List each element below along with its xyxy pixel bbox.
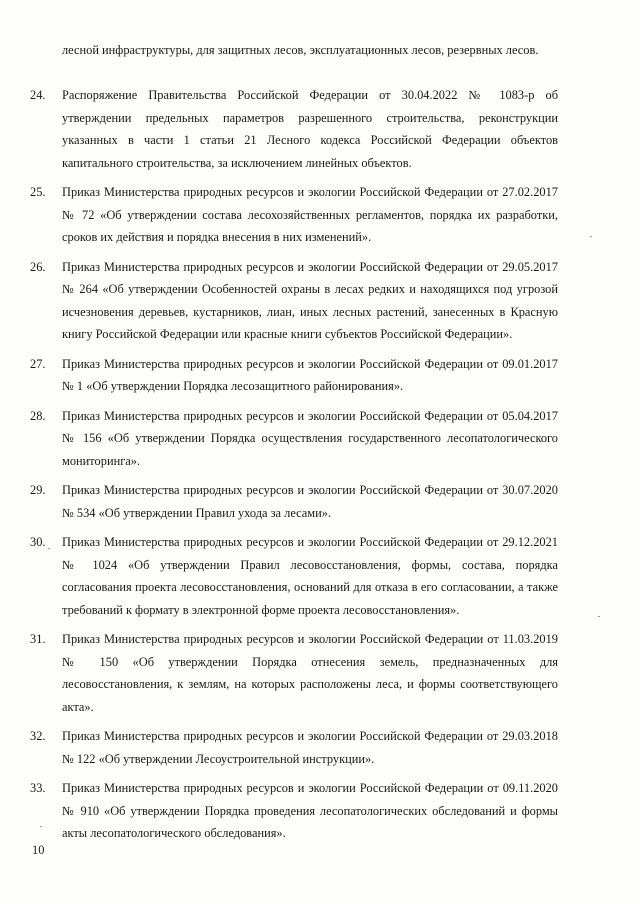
- list-item-number: 29.: [30, 483, 46, 497]
- list-item: [30, 84, 558, 174]
- list-item-text: Приказ Министерства природных ресурсов и экологии Российской Федерации от 29.05.2017 № 264 «Об утверждении Особенностей охраны в лесах редких и находящихся под угрозой исчезновения деревьев, кустарников, лиан, иных лесных растений, занесенных в Красную книгу Российской Федерации или красные книги субъектов Российской Федерации».: [62, 259, 558, 341]
- list-item-text: Приказ Министерства природных ресурсов и экологии Российской Федерации от 30.07.2020 № 534 «Об утверждении Правил ухода за лесами».: [62, 483, 558, 520]
- scan-speck: [590, 236, 592, 237]
- list-item-text: Приказ Министерства природных ресурсов и экологии Российской Федерации от 09.11.2020 № 910 «Об утверждении Порядка проведения лесопатологических обследований и формы акты лесопатологического обследования».: [62, 781, 558, 840]
- list-item-text: Распоряжение Правительства Российской Федерации от 30.04.2022 № 1083-р об утверждении предельных параметров разрешенного строительства, реконструкции указанных в части 1 статьи 21 Лесного кодекса Российской Федерации объектов капитального строительства, за исключением линейных объектов.: [62, 88, 558, 170]
- list-item-number: 28.: [30, 408, 46, 423]
- list-item: [30, 256, 558, 346]
- list-item-number: 31.: [30, 632, 46, 646]
- list-item: [30, 479, 558, 524]
- list-item-number: 33.: [30, 781, 46, 795]
- list-item-text: Приказ Министерства природных ресурсов и экологии Российской Федерации от 29.03.2018 № 122 «Об утверждении Лесоустроительной инструкции».: [62, 729, 558, 766]
- scan-speck: [48, 548, 50, 549]
- list-item-number: 30.: [30, 535, 46, 549]
- list-item: [30, 405, 558, 473]
- scan-speck: [40, 826, 42, 827]
- list-item: [30, 181, 558, 249]
- list-item-number: 25.: [30, 185, 46, 199]
- list-item-text: Приказ Министерства природных ресурсов и экологии Российской Федерации от 05.04.2017 № 156 «Об утверждении Порядка осуществления государственного лесопатологического мониторинга».: [62, 408, 558, 468]
- list-item-number: 27.: [30, 356, 46, 371]
- list-item-number: 26.: [30, 259, 46, 274]
- list-item-number: 24.: [30, 88, 46, 102]
- list-item: [30, 353, 558, 398]
- list-item: [30, 531, 558, 621]
- list-item: [30, 725, 558, 770]
- list-item-number: 32.: [30, 729, 46, 743]
- list-item-text: Приказ Министерства природных ресурсов и экологии Российской Федерации от 27.02.2017 № 72 «Об утверждении состава лесохозяйственных регламентов, порядка их разработки, сроков их действия и порядка внесения в них изменений».: [62, 185, 558, 244]
- page-number: 10: [32, 843, 45, 857]
- regulation-list: [30, 84, 558, 852]
- list-item: [30, 777, 558, 845]
- list-item: [30, 628, 558, 718]
- continuation-paragraph: лесной инфраструктуры, для защитных лесов, эксплуатационных лесов, резервных лесов.: [62, 43, 539, 57]
- list-item-text: Приказ Министерства природных ресурсов и экологии Российской Федерации от 11.03.2019 № 150 «Об утверждении Порядка отнесения земель, предназначенных для лесовосстановления, к землям, на которых расположены леса, и формы соответствующего акта».: [62, 632, 558, 714]
- list-item-text: Приказ Министерства природных ресурсов и экологии Российской Федерации от 29.12.2021 № 1024 «Об утверждении Правил лесовосстановления, формы, состава, порядка согласования проекта лесовосстановления, оснований для отказа в его согласовании, а также требований к формату в электронной форме проекта лесовосстановления».: [62, 535, 558, 617]
- scan-speck: [598, 616, 600, 617]
- list-item-text: Приказ Министерства природных ресурсов и экологии Российской Федерации от 09.01.2017 № 1 «Об утверждении Порядка лесозащитного районирования».: [62, 356, 558, 393]
